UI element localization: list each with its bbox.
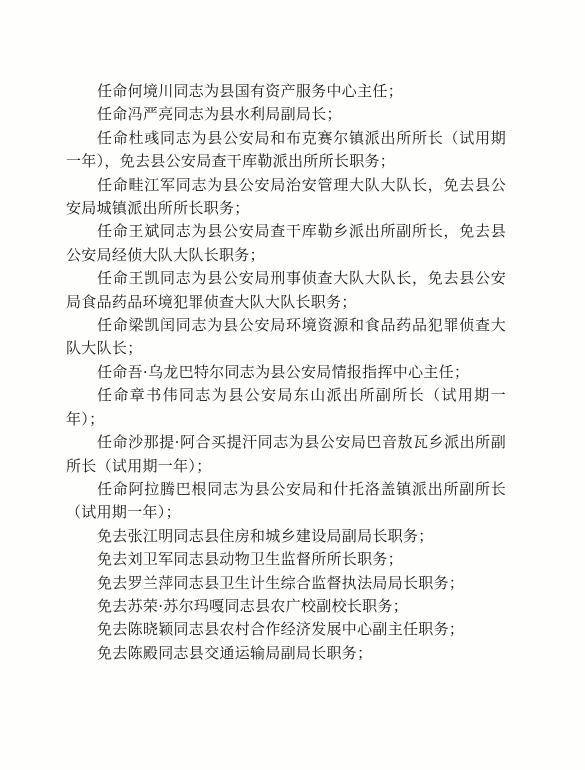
- paragraph-2: 任命冯严亮同志为县水利局副局长；: [97, 105, 342, 124]
- paragraph-13: 免去刘卫军同志县动物卫生监督所所长职务；: [97, 550, 404, 569]
- paragraph-9: 任命章书伟同志为县公安局东山派出所副所长（试用期一年）；: [66, 386, 506, 428]
- paragraph-10: 任命沙那提·阿合买提汗同志为县公安局巴音敖瓦乡派出所副所长（试用期一年）；: [66, 433, 506, 475]
- paragraph-7: 任命梁凯闰同志为县公安局环境资源和食品药品犯罪侦查大队大队长；: [66, 316, 506, 358]
- paragraph-15: 免去苏荣·苏尔玛嘎同志县农广校副校长职务；: [97, 596, 409, 615]
- paragraph-14: 免去罗兰萍同志县卫生计生综合监督执法局局长职务；: [97, 573, 465, 592]
- paragraph-12: 免去张江明同志县住房和城乡建设局副局长职务；: [97, 526, 434, 545]
- paragraph-4: 任命畦江军同志为县公安局治安管理大队大队长，免去县公安局城镇派出所所长职务；: [66, 175, 506, 218]
- paragraph-16: 免去陈晓颖同志县农村合作经济发展中心副主任职务；: [97, 620, 465, 639]
- paragraph-5: 任命王斌同志为县公安局查干库勒乡派出所副所长，免去县公安局经侦大队大队长职务；: [66, 222, 506, 264]
- appointment-list: [66, 80, 506, 665]
- paragraph-3: 任命杜彧同志为县公安局和布克赛尔镇派出所所长（试用期一年），免去县公安局查干库勒派出所所长职务；: [66, 128, 506, 171]
- paragraph-8: 任命吾·乌龙巴特尔同志为县公安局情报指挥中心主任；: [97, 362, 470, 381]
- paragraph-11: 任命阿拉腾巴根同志为县公安局和什托洛盖镇派出所副所长（试用期一年）；: [66, 479, 506, 522]
- paragraph-1: 任命何境川同志为县国有资产服务中心主任；: [97, 82, 404, 100]
- paragraph-6: 任命王凯同志为县公安局刑事侦查大队大队长，免去县公安局食品药品环境犯罪侦查大队大队长职务；: [66, 269, 506, 311]
- paragraph-17: 免去陈殿同志县交通运输局副局长职务；: [97, 643, 373, 662]
